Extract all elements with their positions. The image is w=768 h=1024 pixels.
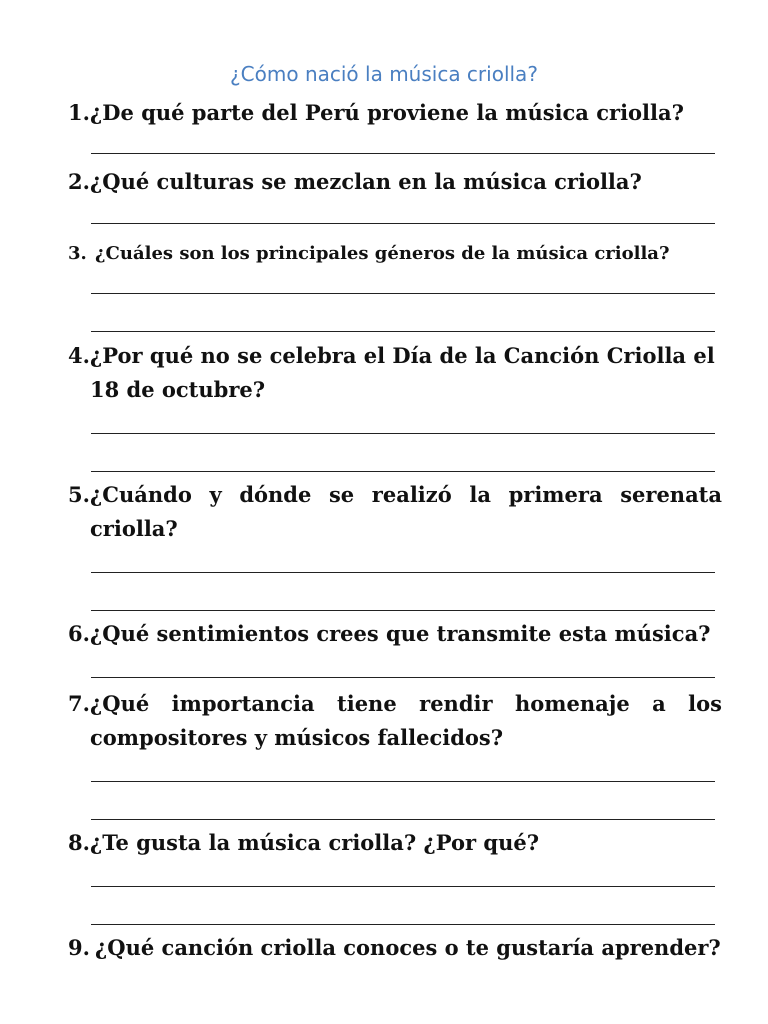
question-number: 3. <box>68 243 87 264</box>
question-text: ¿Qué importancia tiene rendir homenaje a los compositores y músicos fallecidos? <box>90 691 722 750</box>
answer-line[interactable] <box>91 471 715 472</box>
question-3 <box>68 237 722 271</box>
answer-line[interactable] <box>91 610 715 611</box>
question-text: ¿De qué parte del Perú proviene la música criolla? <box>90 100 684 125</box>
answer-line[interactable] <box>91 223 715 224</box>
answer-line[interactable] <box>91 924 715 925</box>
answer-line[interactable] <box>91 819 715 820</box>
answer-line[interactable] <box>91 433 715 434</box>
question-number: 5. <box>68 482 90 507</box>
question-text: ¿Qué sentimientos crees que transmite esta música? <box>90 621 711 646</box>
question-8 <box>68 826 722 860</box>
question-number: 9. <box>68 935 90 960</box>
worksheet-title: ¿Cómo nació la música criolla? <box>230 62 538 86</box>
question-text: ¿Cuándo y dónde se realizó la primera serenata criolla? <box>90 482 722 541</box>
question-2 <box>68 165 722 199</box>
question-7 <box>68 687 722 755</box>
question-number: 8. <box>68 830 90 855</box>
question-text: ¿Por qué no se celebra el Día de la Canción Criolla el 18 de octubre? <box>90 343 715 402</box>
question-text: ¿Cuáles son los principales géneros de la música criolla? <box>95 243 670 264</box>
question-6 <box>68 617 722 651</box>
question-1 <box>68 96 722 130</box>
question-number: 2. <box>68 169 90 194</box>
answer-line[interactable] <box>91 677 715 678</box>
question-number: 6. <box>68 621 90 646</box>
answer-line[interactable] <box>91 781 715 782</box>
question-number: 4. <box>68 343 90 368</box>
question-text: ¿Qué canción criolla conoces o te gustaría aprender? <box>95 935 721 960</box>
question-text: ¿Te gusta la música criolla? ¿Por qué? <box>90 830 540 855</box>
question-number: 1. <box>68 100 90 125</box>
answer-line[interactable] <box>91 572 715 573</box>
question-number: 7. <box>68 691 90 716</box>
question-text: ¿Qué culturas se mezclan en la música criolla? <box>90 169 642 194</box>
answer-line[interactable] <box>91 886 715 887</box>
answer-line[interactable] <box>91 153 715 154</box>
answer-line[interactable] <box>91 293 715 294</box>
question-9 <box>68 931 722 965</box>
question-4 <box>68 339 722 407</box>
question-5 <box>68 478 722 546</box>
answer-line[interactable] <box>91 331 715 332</box>
